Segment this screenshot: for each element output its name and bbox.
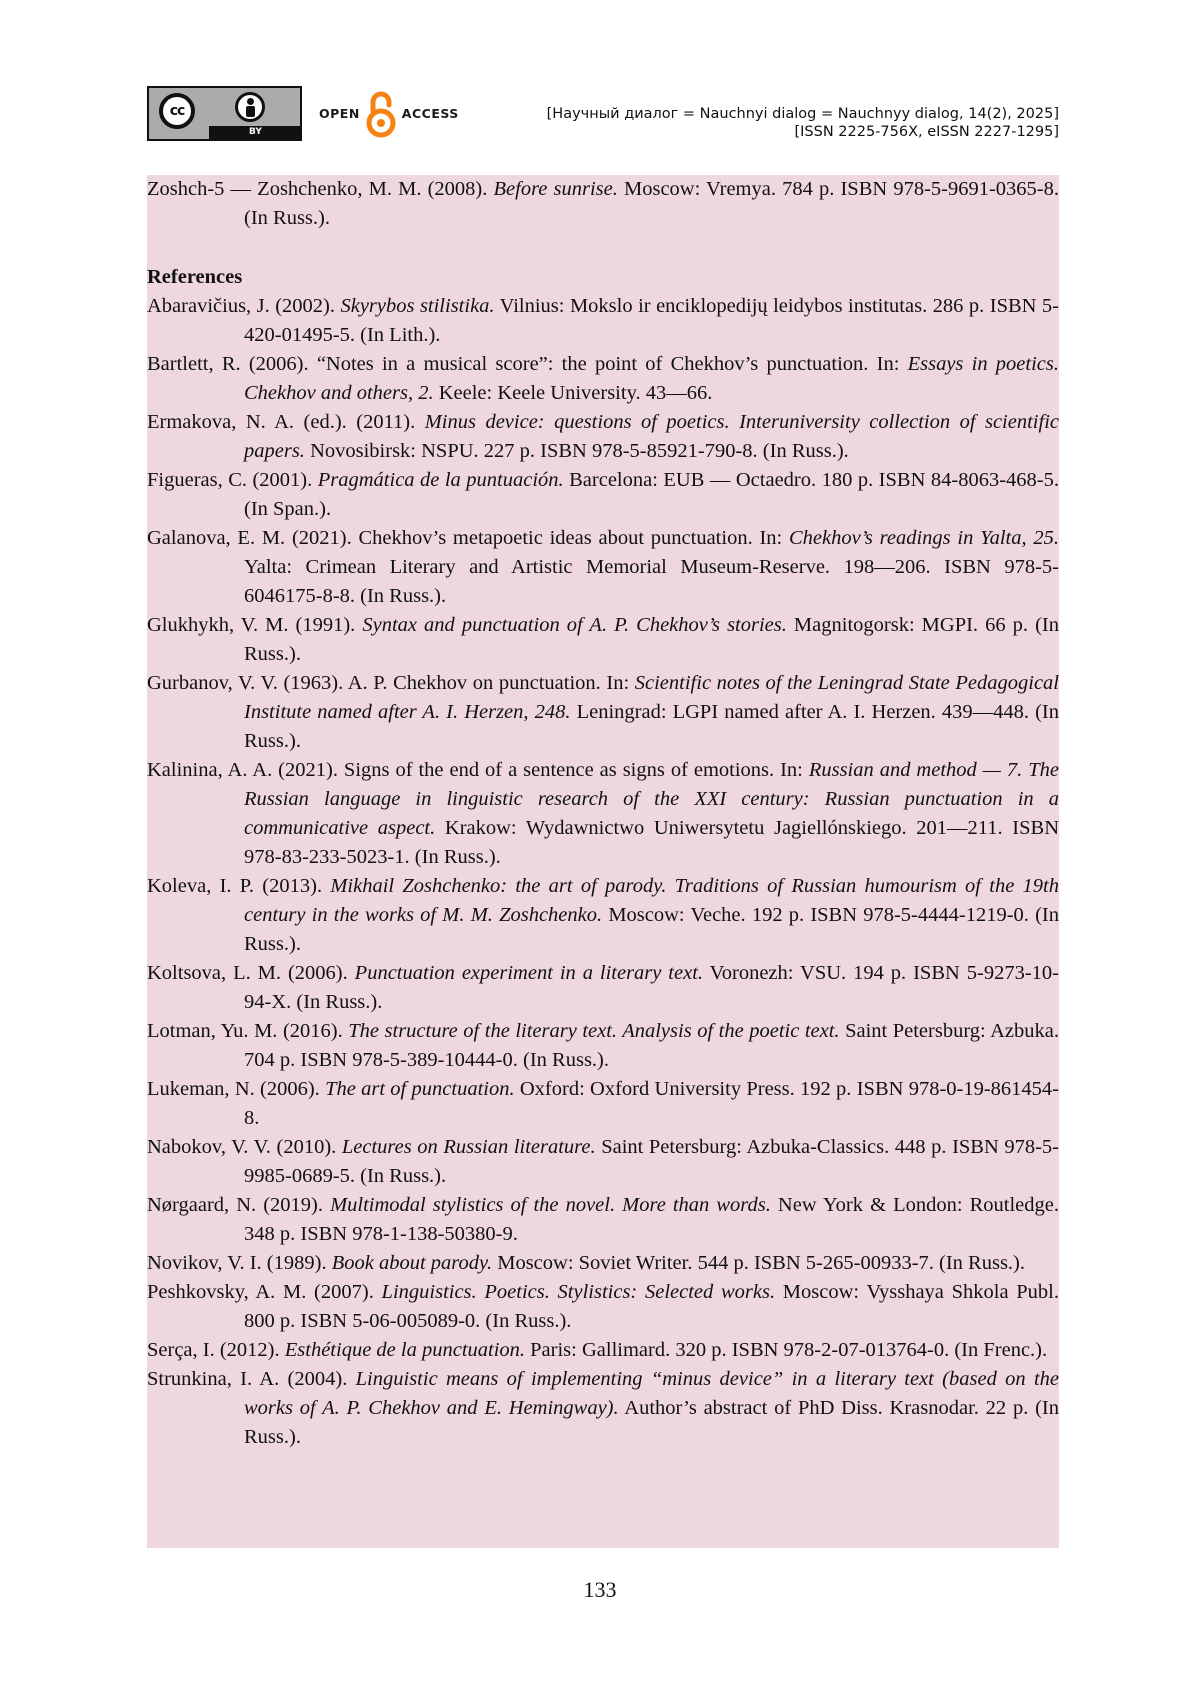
open-access-lock-icon [364, 89, 398, 139]
references-heading: References [147, 266, 243, 288]
reference-entry: Koleva, I. P. (2013). Mikhail Zoshchenko: the art of parody. Traditions of Russian humourism of the 19th century in the works of M. M. Zoshchenko. Moscow: Veche. 192 p. ISBN 978-5-4444-1219-0. (In Russ.). [147, 875, 1059, 955]
reference-entry: Nørgaard, N. (2019). Multimodal stylistics of the novel. More than words. New York & London: Routledge. 348 p. ISBN 978-1-138-50380-9. [147, 1194, 1059, 1245]
reference-entry: Koltsova, L. M. (2006). Punctuation experiment in a literary text. Voronezh: VSU. 194 p. ISBN 5-9273-10-94-X. (In Russ.). [147, 962, 1059, 1013]
by-label: BY [209, 126, 302, 139]
reference-entry: Glukhykh, V. M. (1991). Syntax and punctuation of A. P. Chekhov’s stories. Magnitogorsk: MGPI. 66 p. (In Russ.). [147, 614, 1059, 665]
journal-citation: [Научный диалог = Nauchnyi dialog = Nauchnyy dialog, 14(2), 2025] [546, 106, 1059, 122]
by-person-icon [235, 92, 265, 122]
reference-entry: Gurbanov, V. V. (1963). A. P. Chekhov on punctuation. In: Scientific notes of the Leningrad State Pedagogical Institute named after A. I. Herzen, 248. Leningrad: LGPI named after A. I. Herzen. 439—448. (In Russ.). [147, 672, 1060, 752]
reference-entry: Kalinina, A. A. (2021). Signs of the end of a sentence as signs of emotions. In: Russian and method — 7. The Russian language in linguistic research of the XXI century: Russian punctuation in a communicative aspect. Krakow: Wydawnictwo Uniwersytetu Jagiellónskiego. 201—211. ISBN 978-83-233-5023-1. (In Russ.). [147, 759, 1059, 868]
reference-entry: Serça, I. (2012). Esthétique de la punctuation. Paris: Gallimard. 320 p. ISBN 978-2-07-013764-0. (In Frenc.). [147, 1339, 1048, 1361]
open-access-logo [319, 86, 459, 141]
journal-issn: [ISSN 2225-756X, eISSN 2227-1295] [794, 124, 1059, 140]
reference-entry: Galanova, E. M. (2021). Chekhov’s metapoetic ideas about punctuation. In: Chekhov’s readings in Yalta, 25. Yalta: Crimean Literary and Artistic Memorial Museum-Reserve. 198—206. ISBN 978-5-6046175-8-8. (In Russ.). [147, 527, 1060, 607]
page-number: 133 [583, 1577, 617, 1602]
references-section [147, 175, 1059, 1548]
page-header [147, 86, 1059, 142]
reference-entry: Abaravičius, J. (2002). Skyrybos stilistika. Vilnius: Mokslo ir enciklopedijų leidybos institutas. 286 p. ISBN 5-420-01495-5. (In Lith.). [147, 295, 1059, 346]
journal-info [547, 105, 1059, 141]
cc-by-license-badge [147, 86, 302, 141]
open-access-left-text: OPEN [319, 106, 360, 121]
open-access-right-text: ACCESS [401, 106, 459, 121]
cc-icon-label: cc [169, 103, 185, 119]
reference-entry: Lotman, Yu. M. (2016). The structure of the literary text. Analysis of the poetic text. Saint Petersburg: Azbuka. 704 p. ISBN 978-5-389-10444-0. (In Russ.). [147, 1020, 1059, 1071]
reference-entry: Nabokov, V. V. (2010). Lectures on Russian literature. Saint Petersburg: Azbuka-Classics. 448 p. ISBN 978-5-9985-0689-5. (In Russ.). [147, 1136, 1060, 1187]
reference-entry: Ermakova, N. A. (ed.). (2011). Minus device: questions of poetics. Interuniversity collection of scientific papers. Novosibirsk: NSPU. 227 p. ISBN 978-5-85921-790-8. (In Russ.). [147, 411, 1059, 462]
cc-icon [159, 93, 195, 129]
source-entry-zoshch-5: Zoshch-5 — Zoshchenko, M. M. (2008). Before sunrise. Moscow: Vremya. 784 p. ISBN 978-5-9691-0365-8. (In Russ.). [147, 178, 1059, 229]
reference-entry: Novikov, V. I. (1989). Book about parody. Moscow: Soviet Writer. 544 p. ISBN 5-265-00933-7. (In Russ.). [147, 1252, 1026, 1274]
reference-entry: Bartlett, R. (2006). “Notes in a musical score”: the point of Chekhov’s punctuation. In: Essays in poetics. Chekhov and others, 2. Keele: Keele University. 43—66. [147, 353, 1059, 404]
reference-entry: Peshkovsky, A. M. (2007). Linguistics. Poetics. Stylistics: Selected works. Moscow: Vysshaya Shkola Publ. 800 p. ISBN 5-06-005089-0. (In Russ.). [147, 1281, 1059, 1332]
reference-entry: Strunkina, I. A. (2004). Linguistic means of implementing “minus device” in a literary text (based on the works of A. P. Chekhov and E. Hemingway). Author’s abstract of PhD Diss. Krasnodar. 22 p. (In Russ.). [147, 1368, 1060, 1448]
reference-entry: Figueras, C. (2001). Pragmática de la puntuación. Barcelona: EUB — Octaedro. 180 p. ISBN 84-8063-468-5. (In Span.). [147, 469, 1059, 520]
reference-entry: Lukeman, N. (2006). The art of punctuation. Oxford: Oxford University Press. 192 p. ISBN 978-0-19-861454-8. [147, 1078, 1059, 1129]
